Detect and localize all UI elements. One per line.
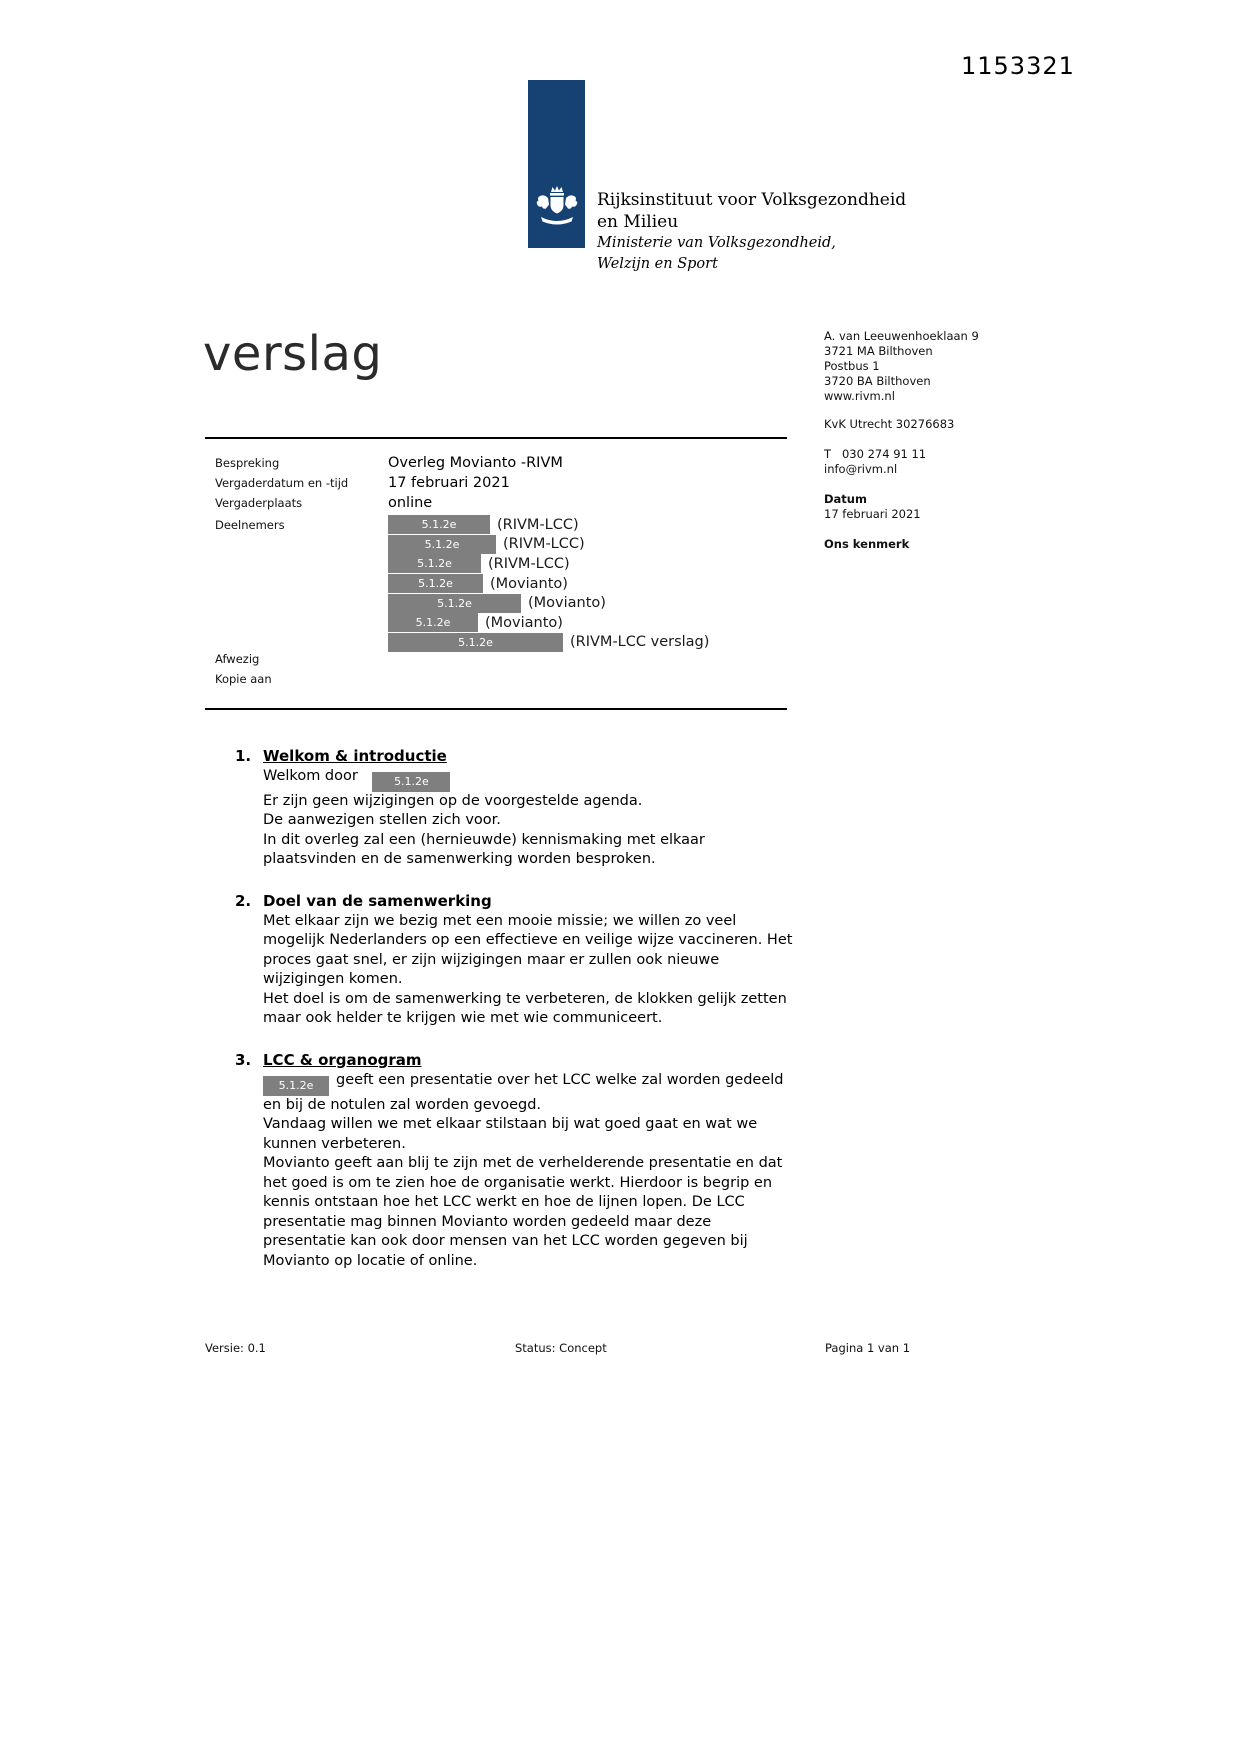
meeting-row-afwezig	[215, 652, 795, 672]
org-name-line2: en Milieu	[597, 212, 679, 232]
address-line: 3720 BA Bilthoven	[824, 374, 931, 388]
lead-text: geeft een presentatie over het LCC welke zal worden gedeeld en bij de notulen zal worden gevoegd.	[263, 1071, 784, 1113]
body-paragraph: Vandaag willen we met elkaar stilstaan bij wat goed gaat en wat we kunnen verbeteren.	[263, 1116, 758, 1152]
participant-org: (RIVM-LCC)	[488, 555, 570, 572]
field-label: Vergaderdatum en -tijd	[215, 476, 349, 490]
participant-row	[388, 574, 709, 594]
org-name-line1: Rijksinstituut voor Volksgezondheid	[597, 190, 907, 210]
redaction-box: 5.1.2e	[263, 1076, 329, 1096]
ministry-line2: Welzijn en Sport	[597, 256, 718, 272]
contact-block	[824, 329, 1014, 552]
field-label: Bespreking	[215, 456, 280, 470]
coat-of-arms-icon	[535, 184, 579, 232]
section-heading	[235, 891, 797, 911]
redaction-box: 5.1.2e	[388, 535, 496, 554]
document-body	[235, 746, 797, 1292]
datum-label: Datum	[824, 492, 867, 506]
meeting-row-deelnemers	[215, 515, 795, 652]
field-value: online	[388, 495, 433, 511]
field-value: Overleg Movianto -RIVM	[388, 455, 563, 471]
field-label: Afwezig	[215, 652, 260, 667]
meeting-row-vergaderplaats	[215, 495, 795, 515]
section-doel	[235, 891, 797, 1029]
redaction-box: 5.1.2e	[388, 594, 521, 613]
section-number: 1.	[235, 747, 252, 765]
meeting-row-vergaderdatum	[215, 475, 795, 495]
welkom-door-line	[263, 767, 797, 792]
participant-row	[388, 593, 709, 613]
redaction-box: 5.1.2e	[388, 574, 483, 593]
section-title: Doel van de samenwerking	[263, 891, 492, 910]
section-number: 2.	[235, 891, 252, 910]
body-paragraph: Met elkaar zijn we bezig met een mooie missie; we willen zo veel mogelijk Nederlanders op een effectieve en veilige wijze vaccineren. Het proces gaat snel, er zijn wijzigingen maar er zullen ook nieuwe wijzigingen komen.	[263, 912, 793, 988]
address-line: A. van Leeuwenhoeklaan 9	[824, 329, 979, 343]
field-label: Deelnemers	[215, 518, 285, 532]
section-content	[263, 1071, 797, 1271]
participant-row	[388, 535, 709, 555]
field-label: Kopie aan	[215, 672, 272, 687]
section-welkom	[235, 746, 797, 870]
ministry-line1: Ministerie van Volksgezondheid,	[597, 235, 836, 251]
participants-list	[388, 515, 709, 652]
participant-org: (RIVM-LCC verslag)	[570, 634, 710, 651]
meeting-info	[215, 455, 795, 692]
redacted-lead-line	[263, 1071, 797, 1115]
field-label: Vergaderplaats	[215, 496, 303, 510]
meeting-row-kopie	[215, 672, 795, 692]
participant-row	[388, 613, 709, 633]
participant-org: (RIVM-LCC)	[497, 516, 579, 533]
divider-bottom	[205, 708, 787, 710]
body-paragraph: Er zijn geen wijzigingen op de voorgestelde agenda.	[263, 792, 643, 809]
body-paragraph: De aanwezigen stellen zich voor.	[263, 812, 501, 829]
participant-org: (Movianto)	[490, 575, 568, 592]
document-number: 1153321	[961, 52, 1075, 80]
participant-row	[388, 633, 709, 653]
email-text: info@rivm.nl	[824, 462, 898, 476]
meeting-row-bespreking	[215, 455, 795, 475]
body-paragraph: Het doel is om de samenwerking te verbeteren, de klokken gelijk zetten maar ook helder te krijgen wie met wie communiceert.	[263, 990, 787, 1027]
redaction-box: 5.1.2e	[388, 613, 478, 632]
footer-status: Status: Concept	[515, 1341, 607, 1355]
section-number: 3.	[235, 1050, 252, 1069]
phone-line: T 030 274 91 11	[824, 447, 927, 461]
welkom-door-text: Welkom door	[263, 768, 358, 784]
section-content	[263, 767, 797, 870]
redaction-box: 5.1.2e	[372, 772, 450, 792]
address-line: 3721 MA Bilthoven	[824, 344, 933, 358]
section-title: LCC & organogram	[263, 1050, 422, 1069]
kenmerk-label: Ons kenmerk	[824, 537, 910, 551]
participant-row	[388, 554, 709, 574]
section-title: Welkom & introductie	[263, 747, 447, 765]
footer-pagina: Pagina 1 van 1	[825, 1341, 911, 1355]
redaction-box: 5.1.2e	[388, 554, 481, 573]
body-paragraph: Movianto geeft aan blij te zijn met de verhelderende presentatie en dat het goed is om te zien hoe de organisatie werkt. Hierdoor is begrip en kennis ontstaan hoe het LCC werkt en hoe de lijnen lopen. De LCC presentatie mag binnen Movianto worden gedeeld maar deze presentatie kan ook door mensen van het LCC worden gegeven bij Movianto op locatie of online.	[263, 1155, 783, 1269]
participant-org: (Movianto)	[528, 595, 606, 612]
body-paragraph: In dit overleg zal een (hernieuwde) kennismaking met elkaar plaatsvinden en de samenwerking worden besproken.	[263, 831, 705, 868]
section-lcc-organogram	[235, 1050, 797, 1271]
section-heading	[235, 746, 797, 766]
kvk-line: KvK Utrecht 30276683	[824, 417, 955, 431]
datum-value: 17 februari 2021	[824, 507, 921, 521]
rijksoverheid-logo	[528, 80, 585, 248]
website-text: www.rivm.nl	[824, 389, 895, 403]
participant-org: (RIVM-LCC)	[503, 536, 585, 553]
divider-top	[205, 437, 787, 439]
page-title: verslag	[203, 326, 383, 382]
section-content	[263, 912, 797, 1029]
redaction-box: 5.1.2e	[388, 633, 563, 652]
footer-versie: Versie: 0.1	[205, 1341, 266, 1355]
address-line: Postbus 1	[824, 359, 880, 373]
field-value: 17 februari 2021	[388, 475, 510, 491]
participant-org: (Movianto)	[485, 614, 563, 631]
redaction-box: 5.1.2e	[388, 515, 490, 534]
section-heading	[235, 1050, 797, 1070]
letterhead	[597, 189, 906, 275]
participant-row	[388, 515, 709, 535]
